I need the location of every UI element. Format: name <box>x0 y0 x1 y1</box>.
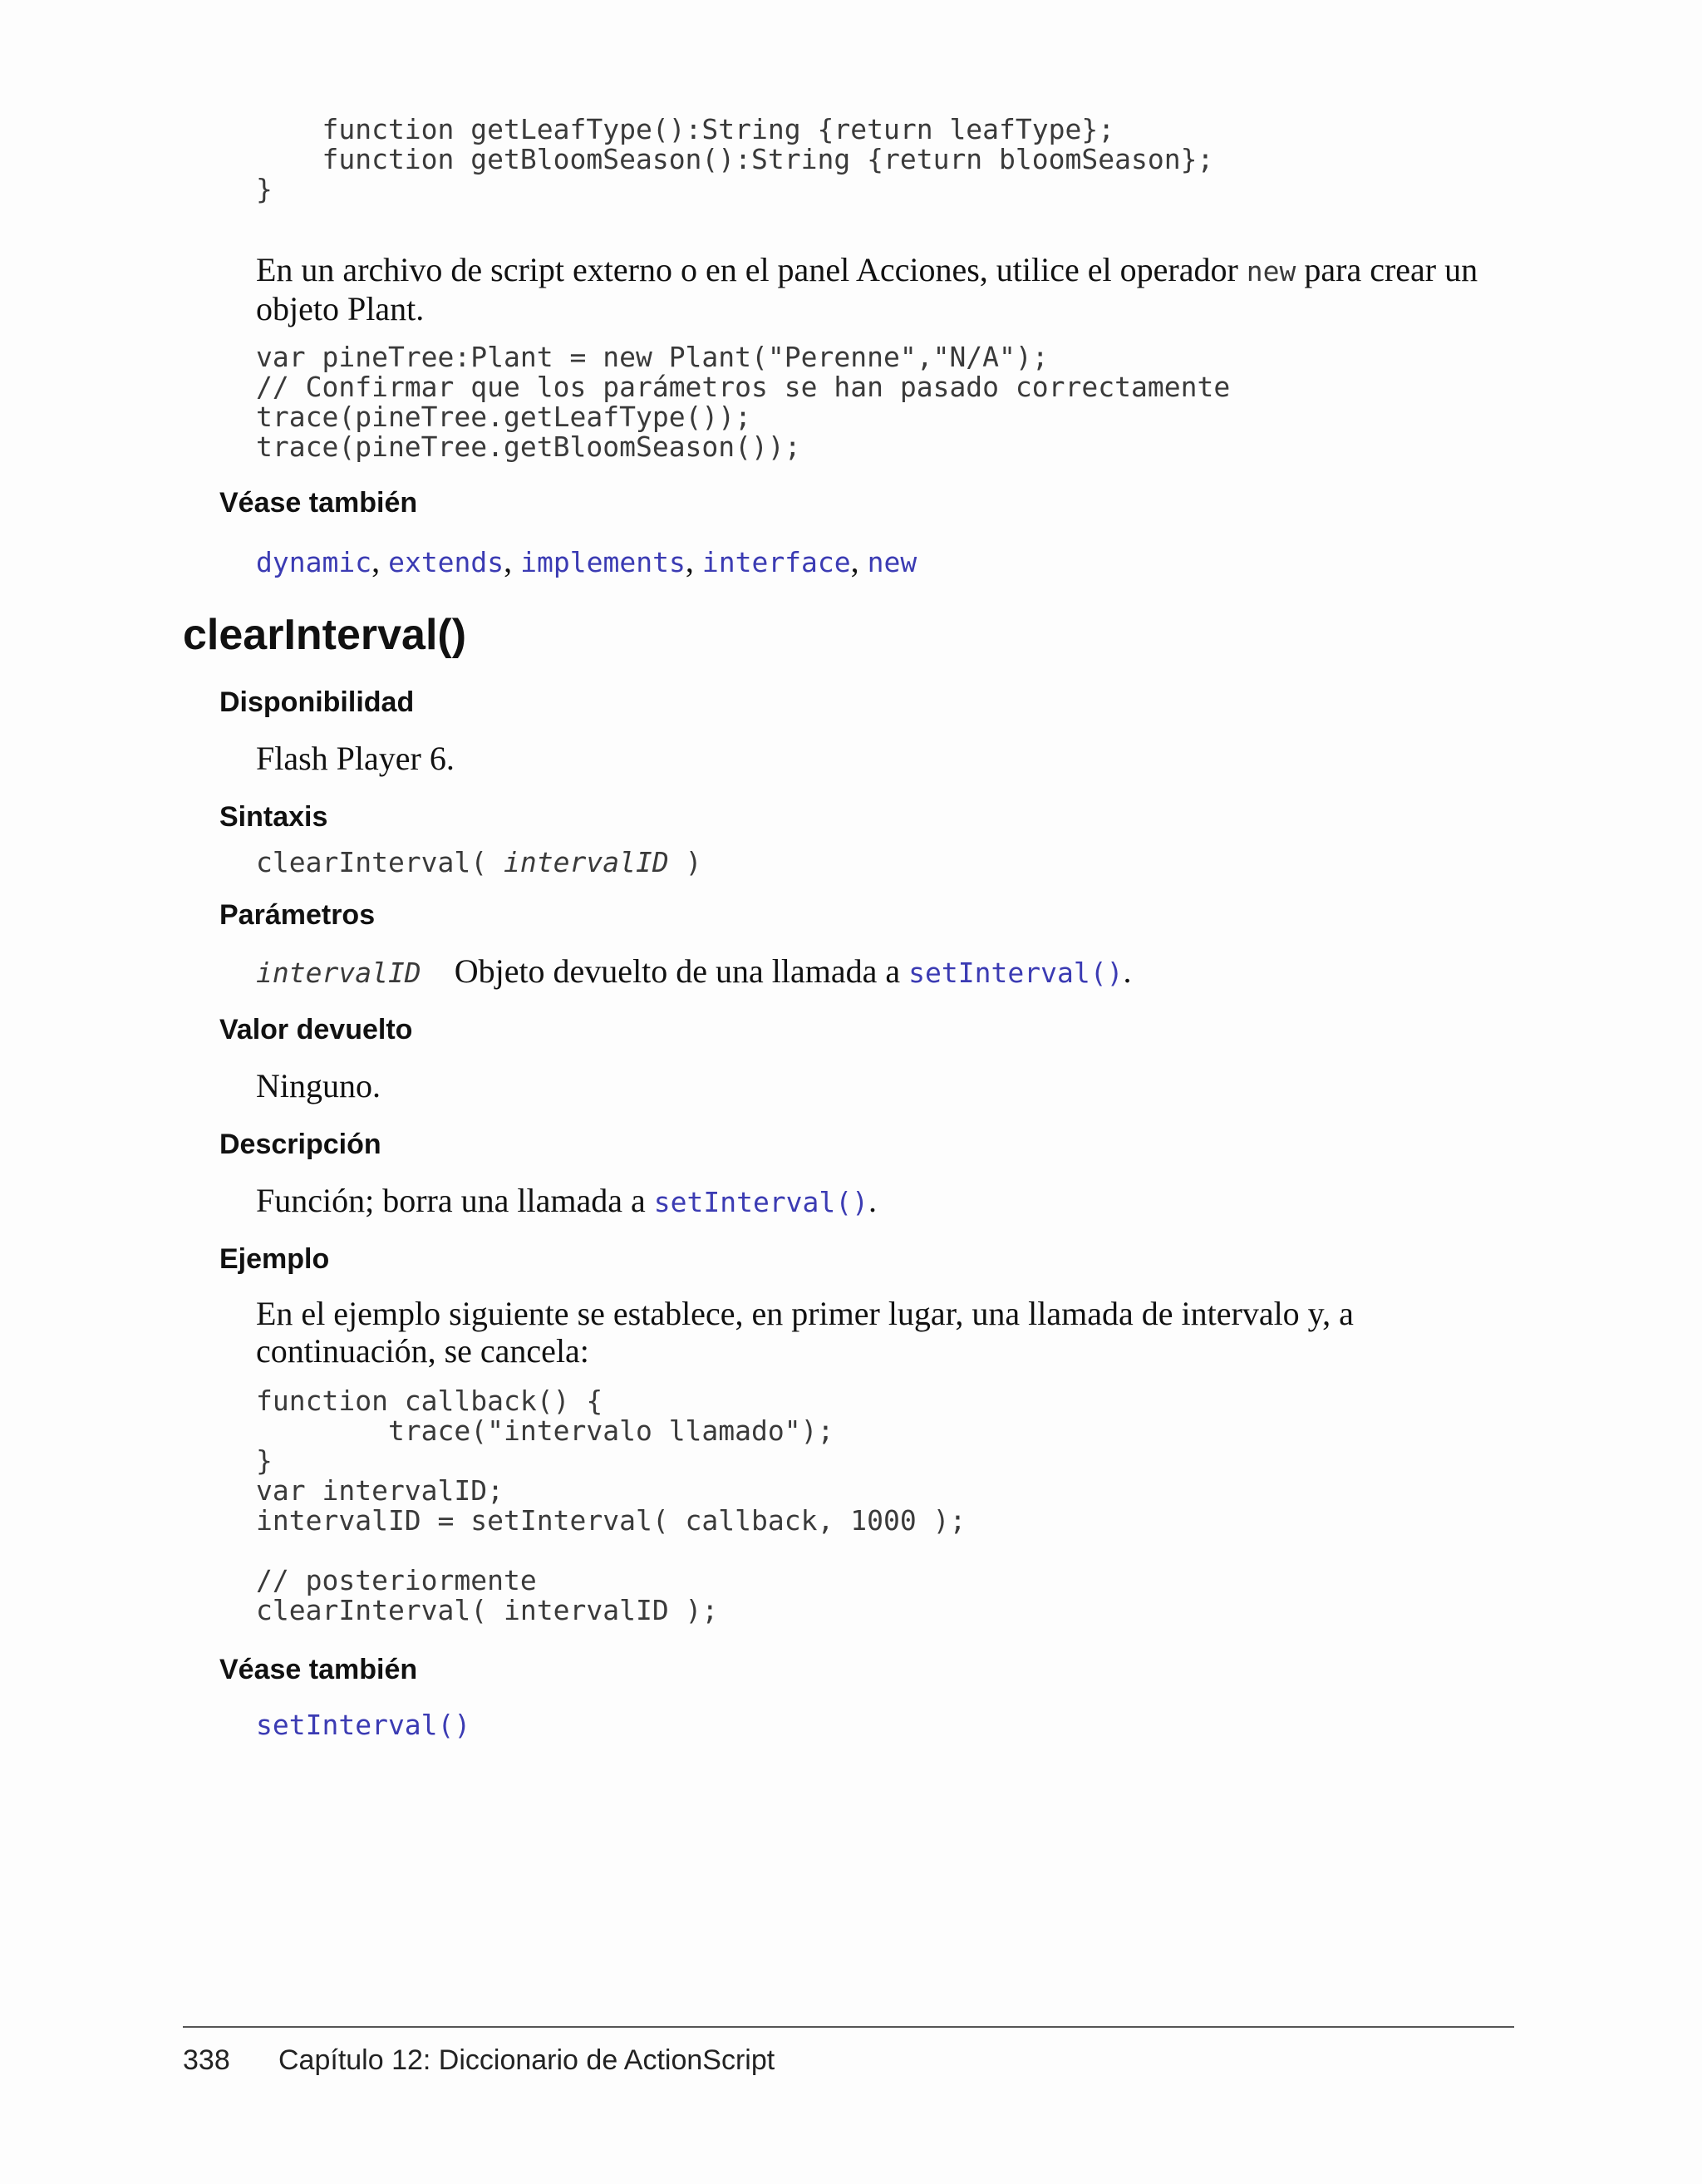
code-line: trace(pineTree.getBloomSeason()); <box>256 430 801 463</box>
link-interface[interactable]: interface <box>701 546 851 578</box>
code-line: var pineTree:Plant = new Plant("Perenne","N/A"); <box>256 341 1049 373</box>
example-heading: Ejemplo <box>219 1243 330 1275</box>
code-line <box>256 1536 966 1566</box>
code-line: trace(pineTree.getLeafType()); <box>256 401 752 433</box>
code-line: intervalID = setInterval( callback, 1000 ); <box>256 1504 967 1537</box>
syntax-heading: Sintaxis <box>219 801 328 833</box>
link-dynamic[interactable]: dynamic <box>256 546 372 578</box>
syntax-suffix: ) <box>668 846 702 878</box>
param-desc: Objeto devuelto de una llamada a <box>454 952 909 990</box>
section-title: clearInterval() <box>183 611 467 659</box>
separator: , <box>685 542 702 579</box>
desc-text: Función; borra una llamada a <box>256 1182 654 1219</box>
syntax-line <box>256 846 701 878</box>
description-text <box>256 1182 877 1221</box>
description-heading: Descripción <box>219 1129 381 1160</box>
code-line: } <box>256 1444 273 1477</box>
separator: , <box>371 542 389 579</box>
code-line: } <box>256 173 273 205</box>
see-also-links <box>256 542 917 581</box>
code-line: // posteriormente <box>256 1564 537 1596</box>
page-number: 338 <box>183 2044 230 2076</box>
see-also-heading-2: Véase también <box>219 1654 418 1685</box>
footer-rule <box>183 2026 1514 2028</box>
link-setinterval[interactable]: setInterval() <box>256 1709 471 1741</box>
intro-text-before: En un archivo de script externo o en el panel Acciones, utilice el operador <box>256 251 1247 288</box>
returns-heading: Valor devuelto <box>219 1014 413 1045</box>
see-also-heading: Véase también <box>219 487 418 519</box>
syntax-prefix: clearInterval( <box>256 846 504 878</box>
param-desc-end: . <box>1123 952 1132 990</box>
intro-text-after: para crear un objeto Plant. <box>256 251 1478 327</box>
availability-text: Flash Player 6. <box>256 740 455 777</box>
availability-heading: Disponibilidad <box>219 686 415 718</box>
chapter-title: Capítulo 12: Diccionario de ActionScript <box>278 2044 775 2076</box>
inline-code-new: new <box>1246 255 1296 288</box>
code-line: trace("intervalo llamado"); <box>256 1414 834 1447</box>
returns-text: Ninguno. <box>256 1067 381 1104</box>
separator: , <box>850 542 868 579</box>
link-extends[interactable]: extends <box>388 546 504 578</box>
code-block-example-2 <box>256 1386 966 1626</box>
code-line: function callback() { <box>256 1385 603 1417</box>
code-line: // Confirmar que los parámetros se han pasado correctamente <box>256 371 1231 403</box>
code-block-example-1 <box>256 342 1230 462</box>
code-line: function getBloomSeason():String {return bloomSeason}; <box>256 143 1214 175</box>
params-heading: Parámetros <box>219 899 376 931</box>
param-name: intervalID <box>256 957 421 989</box>
code-block-top <box>256 115 1213 204</box>
syntax-param: intervalID <box>504 846 669 878</box>
link-setinterval[interactable]: setInterval() <box>653 1186 869 1218</box>
code-line: var intervalID; <box>256 1474 504 1507</box>
desc-end: . <box>868 1182 878 1219</box>
param-row <box>256 952 1131 991</box>
example-text: En el ejemplo siguiente se establece, en primer lugar, una llamada de intervalo y, a continuación, se cancela: <box>256 1295 1354 1370</box>
link-setinterval[interactable]: setInterval() <box>908 957 1124 989</box>
code-line: clearInterval( intervalID ); <box>256 1594 719 1626</box>
code-line: function getLeafType():String {return leafType}; <box>256 113 1115 145</box>
link-implements[interactable]: implements <box>520 546 686 578</box>
see-also-links-2 <box>256 1709 470 1741</box>
separator: , <box>504 542 521 579</box>
link-new[interactable]: new <box>867 546 917 578</box>
intro-paragraph <box>256 251 1519 327</box>
